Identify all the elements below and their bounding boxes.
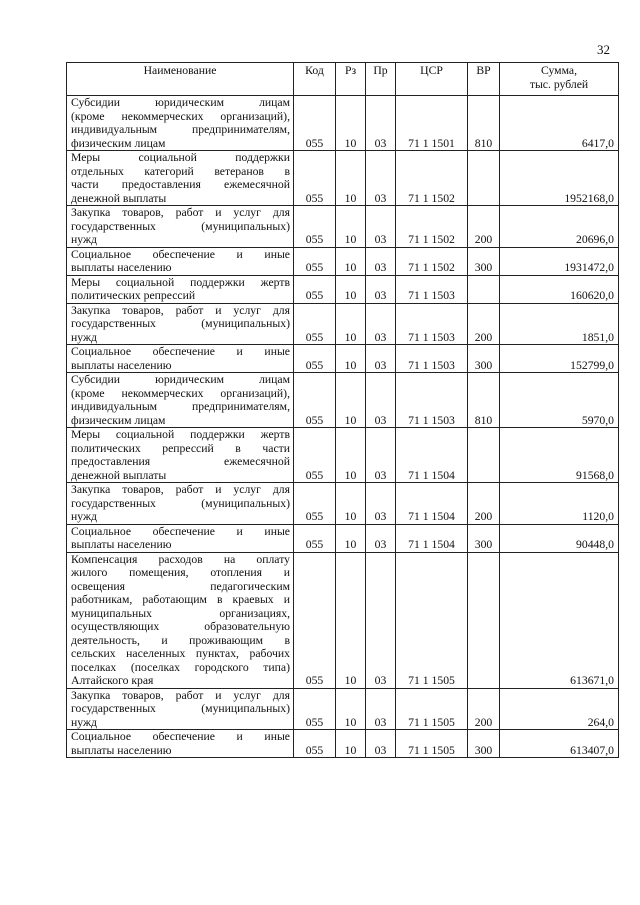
- table-row: [67, 345, 619, 373]
- row-csr: 71 1 1501: [396, 96, 468, 151]
- row-rz: 10: [336, 303, 366, 345]
- row-pr: 03: [366, 428, 396, 483]
- row-rz: 10: [336, 730, 366, 758]
- row-sum: 1851,0: [500, 303, 619, 345]
- row-name: [67, 303, 294, 345]
- row-sum: 264,0: [500, 688, 619, 730]
- row-name-line: сельских населенных пунктах, рабочих: [71, 647, 290, 660]
- row-name-line: нужд: [71, 715, 97, 729]
- row-name-line: Компенсация расходов на оплату: [71, 552, 290, 566]
- row-pr: 03: [366, 688, 396, 730]
- row-csr: 71 1 1502: [396, 151, 468, 206]
- row-pr: 03: [366, 524, 396, 552]
- row-name-line: жилого помещения, отопления и: [71, 566, 290, 579]
- row-sum: 1120,0: [500, 483, 619, 525]
- table-row: [67, 96, 619, 151]
- row-name: [67, 247, 294, 275]
- row-vr: 810: [468, 373, 500, 428]
- row-name-line: государственных (муниципальных): [71, 317, 290, 330]
- row-kod: 055: [294, 275, 336, 303]
- row-name-line: Субсидии юридическим лицам: [71, 96, 290, 109]
- row-vr: [468, 428, 500, 483]
- table-header-row: [67, 63, 619, 96]
- row-rz: 10: [336, 247, 366, 275]
- row-name-line: предоставления ежемесячной: [71, 455, 290, 468]
- row-sum: 613671,0: [500, 552, 619, 688]
- row-sum: 91568,0: [500, 428, 619, 483]
- row-rz: 10: [336, 552, 366, 688]
- table-row: [67, 373, 619, 428]
- row-kod: 055: [294, 552, 336, 688]
- row-vr: 200: [468, 206, 500, 248]
- row-name: [67, 345, 294, 373]
- row-pr: 03: [366, 275, 396, 303]
- row-name-line: части предоставления ежемесячной: [71, 178, 290, 191]
- table-row: [67, 247, 619, 275]
- row-name-line: Закупка товаров, работ и услуг для: [71, 303, 290, 317]
- row-pr: 03: [366, 96, 396, 151]
- row-sum: 20696,0: [500, 206, 619, 248]
- row-csr: 71 1 1502: [396, 247, 468, 275]
- row-name-line: Алтайского края: [71, 674, 154, 687]
- row-rz: 10: [336, 524, 366, 552]
- row-name-line: Меры социальной поддержки жертв: [71, 428, 290, 441]
- row-rz: 10: [336, 96, 366, 151]
- row-rz: 10: [336, 151, 366, 206]
- row-kod: 055: [294, 730, 336, 758]
- row-csr: 71 1 1505: [396, 730, 468, 758]
- row-vr: 300: [468, 247, 500, 275]
- table-row: [67, 552, 619, 688]
- row-kod: 055: [294, 524, 336, 552]
- row-pr: 03: [366, 552, 396, 688]
- row-name-line: осуществляющих образовательную: [71, 620, 290, 633]
- row-kod: 055: [294, 688, 336, 730]
- row-name: [67, 552, 294, 688]
- row-csr: 71 1 1502: [396, 206, 468, 248]
- header-vr: ВР: [468, 63, 500, 96]
- row-sum: 1931472,0: [500, 247, 619, 275]
- row-kod: 055: [294, 373, 336, 428]
- table-row: [67, 206, 619, 248]
- row-rz: 10: [336, 483, 366, 525]
- row-vr: 200: [468, 303, 500, 345]
- row-kod: 055: [294, 151, 336, 206]
- row-vr: [468, 275, 500, 303]
- row-name-line: поселках (поселках городского типа): [71, 660, 290, 674]
- table-row: [67, 428, 619, 483]
- row-name-line: государственных (муниципальных): [71, 219, 290, 233]
- row-name-line: Меры социальной поддержки жертв: [71, 275, 290, 289]
- row-sum: 1952168,0: [500, 151, 619, 206]
- row-name: [67, 730, 294, 758]
- row-csr: 71 1 1505: [396, 552, 468, 688]
- row-name-line: индивидуальным предпринимателям,: [71, 400, 290, 413]
- row-name-line: физическим лицам: [71, 413, 166, 427]
- row-name: [67, 96, 294, 151]
- table-body: [67, 96, 619, 758]
- row-sum: 160620,0: [500, 275, 619, 303]
- row-rz: 10: [336, 275, 366, 303]
- header-csr: ЦСР: [396, 63, 468, 96]
- row-name: [67, 428, 294, 483]
- table-row: [67, 275, 619, 303]
- row-name-line: Закупка товаров, работ и услуг для: [71, 206, 290, 219]
- header-sum-line1: Сумма,: [540, 64, 577, 77]
- row-name-line: отдельных категорий ветеранов в: [71, 164, 290, 178]
- header-kod: Код: [294, 63, 336, 96]
- row-sum: 5970,0: [500, 373, 619, 428]
- budget-table: [66, 62, 619, 758]
- row-vr: 300: [468, 730, 500, 758]
- row-name-line: (кроме некоммерческих организаций),: [71, 109, 290, 123]
- row-sum: 90448,0: [500, 524, 619, 552]
- table-row: [67, 151, 619, 206]
- row-pr: 03: [366, 206, 396, 248]
- row-name-line: Закупка товаров, работ и услуг для: [71, 688, 290, 702]
- header-name: Наименование: [67, 63, 294, 96]
- table-row: [67, 303, 619, 345]
- row-name: [67, 483, 294, 525]
- row-kod: 055: [294, 96, 336, 151]
- row-name-line: Закупка товаров, работ и услуг для: [71, 483, 290, 496]
- row-vr: 200: [468, 483, 500, 525]
- row-name-line: выплаты населению: [71, 358, 172, 372]
- row-vr: [468, 552, 500, 688]
- row-rz: 10: [336, 206, 366, 248]
- row-csr: 71 1 1504: [396, 524, 468, 552]
- row-csr: 71 1 1503: [396, 275, 468, 303]
- row-pr: 03: [366, 373, 396, 428]
- row-name-line: выплаты населению: [71, 538, 172, 551]
- row-pr: 03: [366, 730, 396, 758]
- row-name: [67, 151, 294, 206]
- row-rz: 10: [336, 373, 366, 428]
- table-row: [67, 730, 619, 758]
- row-name-line: Социальное обеспечение и иные: [71, 247, 290, 261]
- header-rz: Рз: [336, 63, 366, 96]
- row-pr: 03: [366, 247, 396, 275]
- row-kod: 055: [294, 303, 336, 345]
- row-name-line: нужд: [71, 233, 97, 246]
- row-name-line: Социальное обеспечение и иные: [71, 524, 290, 538]
- row-csr: 71 1 1503: [396, 373, 468, 428]
- row-sum: 152799,0: [500, 345, 619, 373]
- table-row: [67, 524, 619, 552]
- row-csr: 71 1 1505: [396, 688, 468, 730]
- page-number: 32: [597, 42, 610, 57]
- row-name-line: работникам, работающим в краевых и: [71, 593, 290, 606]
- row-name-line: (кроме некоммерческих организаций),: [71, 386, 290, 400]
- row-kod: 055: [294, 345, 336, 373]
- row-name-line: выплаты населению: [71, 261, 172, 274]
- row-kod: 055: [294, 206, 336, 248]
- row-name-line: Субсидии юридическим лицам: [71, 373, 290, 386]
- row-name-line: Социальное обеспечение и иные: [71, 730, 290, 743]
- row-pr: 03: [366, 483, 396, 525]
- row-name-line: физическим лицам: [71, 136, 166, 150]
- row-name: [67, 524, 294, 552]
- row-name-line: освещения педагогическим: [71, 579, 290, 593]
- header-sum: [500, 63, 619, 96]
- row-vr: 810: [468, 96, 500, 151]
- row-name-line: нужд: [71, 510, 97, 523]
- row-name-line: государственных (муниципальных): [71, 496, 290, 510]
- row-pr: 03: [366, 151, 396, 206]
- row-rz: 10: [336, 688, 366, 730]
- row-vr: 300: [468, 524, 500, 552]
- row-rz: 10: [336, 345, 366, 373]
- table-row: [67, 483, 619, 525]
- row-pr: 03: [366, 303, 396, 345]
- row-csr: 71 1 1504: [396, 483, 468, 525]
- row-name: [67, 373, 294, 428]
- row-csr: 71 1 1503: [396, 345, 468, 373]
- row-name: [67, 275, 294, 303]
- row-sum: 6417,0: [500, 96, 619, 151]
- header-pr: Пр: [366, 63, 396, 96]
- row-vr: 200: [468, 688, 500, 730]
- row-pr: 03: [366, 345, 396, 373]
- row-rz: 10: [336, 428, 366, 483]
- row-vr: 300: [468, 345, 500, 373]
- row-name-line: Меры социальной поддержки: [71, 151, 290, 164]
- row-name-line: муниципальных организациях,: [71, 606, 290, 620]
- row-name-line: индивидуальным предпринимателям,: [71, 123, 290, 136]
- row-sum: 613407,0: [500, 730, 619, 758]
- row-name-line: политических репрессий: [71, 289, 196, 302]
- row-name-line: деятельность, и проживающим в: [71, 633, 290, 647]
- row-csr: 71 1 1504: [396, 428, 468, 483]
- row-kod: 055: [294, 247, 336, 275]
- row-name-line: Социальное обеспечение и иные: [71, 345, 290, 358]
- row-name-line: нужд: [71, 330, 97, 344]
- row-name-line: политических репрессий в части: [71, 441, 290, 455]
- row-name: [67, 206, 294, 248]
- row-name: [67, 688, 294, 730]
- row-name-line: государственных (муниципальных): [71, 702, 290, 715]
- row-name-line: выплаты населению: [71, 743, 172, 757]
- header-sum-line2: тыс. рублей: [529, 77, 589, 91]
- row-csr: 71 1 1503: [396, 303, 468, 345]
- table-row: [67, 688, 619, 730]
- row-kod: 055: [294, 428, 336, 483]
- row-vr: [468, 151, 500, 206]
- row-name-line: денежной выплаты: [71, 468, 167, 482]
- row-kod: 055: [294, 483, 336, 525]
- row-name-line: денежной выплаты: [71, 191, 167, 205]
